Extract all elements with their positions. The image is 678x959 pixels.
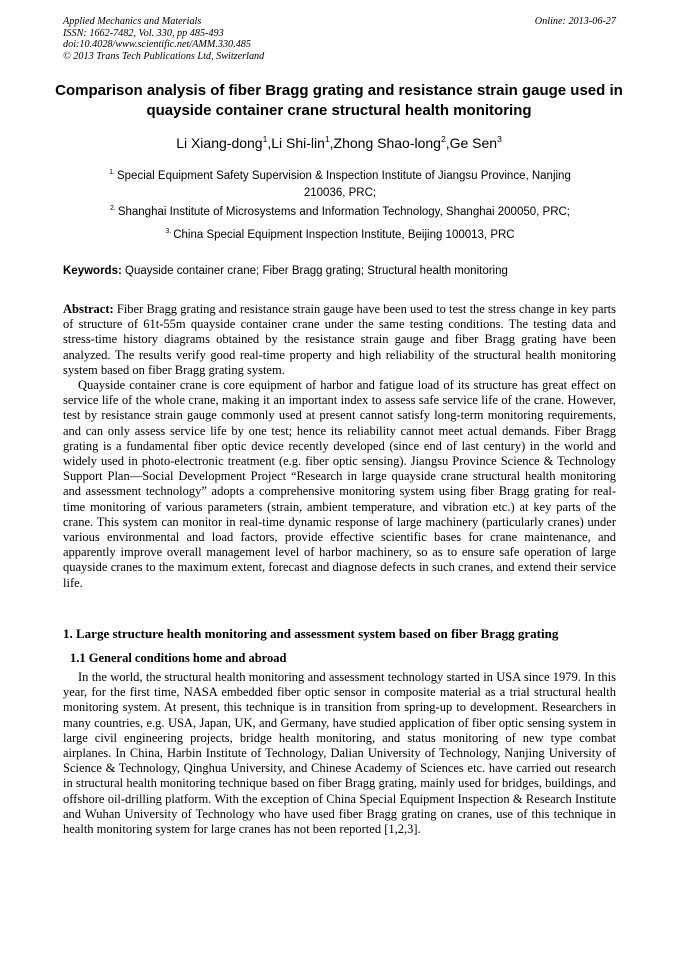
author-list	[40, 134, 638, 152]
affiliation-text: Shanghai Institute of Microsystems and Information Technology, Shanghai 200050, PRC;	[117, 206, 571, 218]
section-paragraph: In the world, the structural health monitoring and assessment technology started in USA since 1979. In this year, for the first time, NASA embedded fiber optic sensor in composite material as a trial structural health monitoring system. At present, this technique is in transition from spring-up to development. Researchers in many countries, e.g. USA, Japan, UK, and Germany, have studied application of fiber optic sensing system in large civil engineering projects, bridge health monitoring, and status monitoring of new type combat airplanes. In China, Harbin Institute of Technology, Dalian University of Technology, Nanjing University of Science & Technology, Qinghua University, and Chinese Academy of Sciences etc. have carried out research in structural health monitoring technique based on fiber Bragg grating, mainly used for bridges, buildings, and offshore oil-drilling platform. With the exception of China Special Equipment Inspection & Research Institute and Wuhan University of Technology who have used fiber Bragg grating on cranes, use of this technique in health monitoring system for large cranes has not been reported [1,2,3].	[63, 670, 616, 837]
intro-paragraph: Quayside container crane is core equipment of harbor and fatigue load of its structure has great effect on service life of the whole crane, making it an important index to assess safe service life of the crane. However, test by resistance strain gauge commonly used at present cannot satisfy long-term monitoring requirements, and can only assess service life by one test; hence its reliability cannot meet actual demands. Fiber Bragg grating is a fundamental fiber optic device recently developed (since end of last century) in the world and widely used in photo-electronic treatment (e.g. fiber optic sensing). Jiangsu Province Science & Technology Support Plan—Social Development Project “Research in large quayside crane structural health monitoring and assessment technology” adopts a comprehensive monitoring system using fiber Bragg grating for real-time monitoring of various parameters (strain, ambient temperature, and vibration etc.) at key parts of the crane. This system can monitor in real-time dynamic response of large machinery (particularly cranes) under various environmental and load factors, provide effective scientific bases for crane maintenance, and apparently improve overall management level of harbor machinery, so as to ensure safe operation of large quayside cranes to the maximum extent, forecast and diagnose defects in such cranes, and extend their service life.	[63, 378, 616, 590]
journal-name: Applied Mechanics and Materials	[63, 16, 202, 27]
copyright-line: © 2013 Trans Tech Publications Ltd, Switzerland	[63, 50, 265, 62]
issn-line: ISSN: 1662-7482, Vol. 330, pp 485-493	[63, 27, 224, 39]
author-separator: ,	[445, 135, 450, 151]
abstract-text: Fiber Bragg grating and resistance strain gauge have been used to test the stress change in key parts of structure of 61t-55m quayside container crane under the same testing conditions. The testing data and stress-time history diagrams obtained by the resistance strain gauge and fiber Bragg grating have been analyzed. The results verify good real-time property and high reliability of the structural health monitoring system based on fiber Bragg grating system.	[63, 302, 617, 377]
author-affiliation-mark: 1	[262, 134, 268, 144]
paper-title: Comparison analysis of fiber Bragg grating and resistance strain gauge used in quayside container crane structural health monitoring	[55, 82, 623, 119]
section-heading: 1. Large structure health monitoring and assessment system based on fiber Bragg grating	[63, 626, 559, 641]
affiliation-text: China Special Equipment Inspection Institute, Beijing 100013, PRC	[173, 229, 515, 241]
affiliation-number: 2.	[109, 205, 116, 212]
abstract-label: Abstract:	[63, 302, 114, 316]
section-body	[63, 670, 616, 837]
keywords	[63, 264, 623, 279]
affiliation-2	[60, 204, 620, 221]
affiliation-3	[100, 227, 580, 244]
author-separator: ,	[267, 135, 272, 151]
author-name: Zhong Shao-long	[333, 135, 441, 151]
keywords-label: Keywords:	[63, 265, 122, 277]
abstract	[63, 302, 616, 378]
subsection-heading: 1.1 General conditions home and abroad	[70, 651, 287, 665]
author-affiliation-mark: 2	[440, 134, 446, 144]
keywords-text: Quayside container crane; Fiber Bragg grating; Structural health monitoring	[125, 265, 508, 277]
journal-header	[63, 16, 616, 62]
abstract-block	[63, 302, 616, 591]
affiliation-1	[80, 168, 600, 202]
author-separator: ,	[329, 135, 334, 151]
affiliation-text-cont: 210036, PRC;	[303, 187, 377, 199]
doi-line: doi:10.4028/www.scientific.net/AMM.330.485	[63, 39, 251, 50]
online-date: Online: 2013-06-27	[534, 16, 616, 27]
author-name: Li Shi-lin	[271, 135, 325, 151]
author-affiliation-mark: 3	[497, 134, 502, 144]
author-name: Ge Sen	[449, 135, 498, 151]
affiliation-number: 1.	[109, 169, 115, 176]
affiliation-number: 3.	[165, 228, 172, 235]
affiliation-text: Special Equipment Safety Supervision & Inspection Institute of Jiangsu Province, Nanjing	[116, 170, 571, 182]
author-name: Li Xiang-dong	[176, 135, 263, 151]
author-affiliation-mark: 1	[324, 134, 330, 144]
